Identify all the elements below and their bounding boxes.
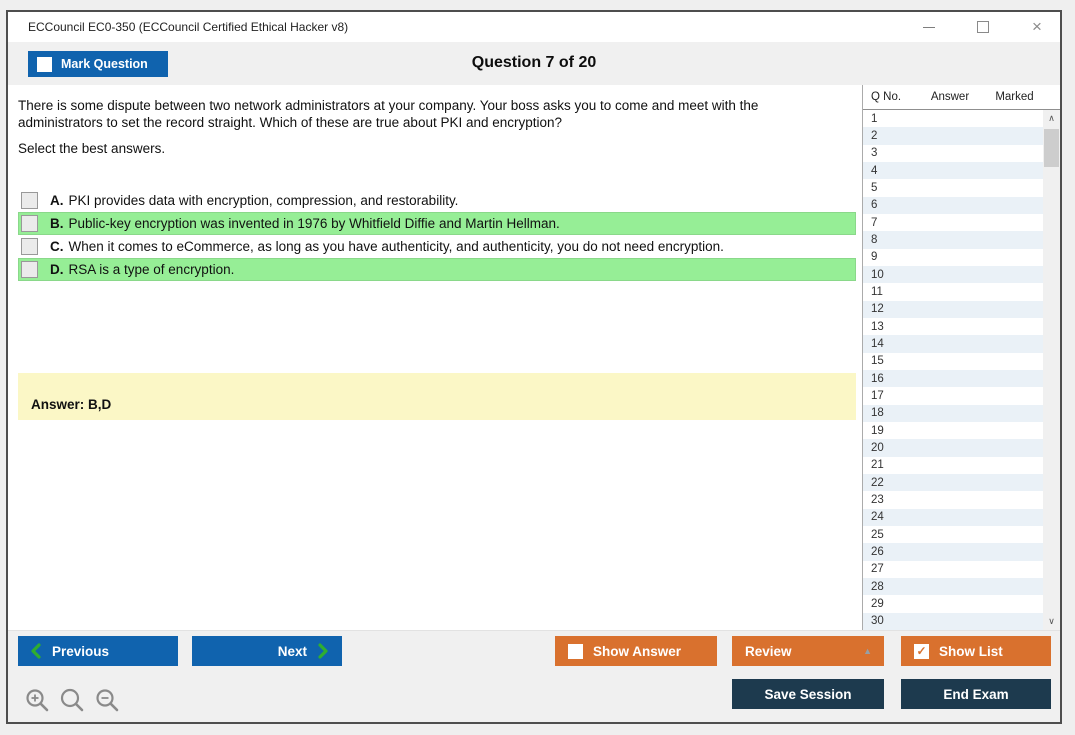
question-list-scrollbar[interactable] bbox=[1043, 110, 1060, 630]
option-a[interactable] bbox=[18, 189, 856, 212]
question-list-row[interactable]: 15 bbox=[871, 355, 884, 368]
option-text: PKI provides data with encryption, compression, and restorability. bbox=[68, 193, 459, 208]
question-list-row[interactable]: 27 bbox=[871, 563, 884, 576]
question-list-row[interactable]: 7 bbox=[871, 216, 878, 229]
option-letter: B. bbox=[50, 216, 64, 231]
question-list-row[interactable]: 18 bbox=[863, 405, 1043, 422]
option-b-checkbox[interactable] bbox=[21, 215, 38, 232]
end-exam-button[interactable] bbox=[901, 679, 1051, 709]
question-list-row[interactable]: 22 bbox=[863, 474, 1043, 491]
scroll-down-icon[interactable]: ∨ bbox=[1048, 616, 1055, 626]
save-session-button[interactable] bbox=[732, 679, 884, 709]
option-d[interactable] bbox=[18, 258, 856, 281]
dropdown-arrow-icon: ▲ bbox=[863, 646, 872, 656]
question-list-row[interactable]: 19 bbox=[871, 424, 884, 437]
review-label: Review bbox=[745, 643, 792, 659]
show-answer-button[interactable] bbox=[555, 636, 717, 666]
question-list-row[interactable]: 30 bbox=[863, 613, 1043, 630]
window-controls bbox=[922, 12, 1044, 42]
next-label: Next bbox=[277, 643, 307, 659]
show-list-checkbox[interactable]: ✓ bbox=[914, 644, 929, 659]
question-list-body bbox=[863, 110, 1060, 630]
question-list-row[interactable]: 17 bbox=[871, 389, 884, 402]
show-answer-checkbox[interactable] bbox=[568, 644, 583, 659]
footer-bar bbox=[8, 630, 1060, 722]
question-text: There is some dispute between two network administrators at your company. Your boss asks you to come and meet with the administrators to set the record straight. Which of these are true about PKI and encryption? bbox=[18, 98, 759, 130]
zoom-out-icon[interactable] bbox=[94, 687, 121, 714]
end-exam-label: End Exam bbox=[943, 686, 1009, 702]
column-header-answer: Answer bbox=[930, 91, 970, 103]
option-letter: A. bbox=[50, 193, 64, 208]
question-counter: Question 7 of 20 bbox=[471, 54, 597, 71]
scroll-up-icon[interactable]: ∧ bbox=[1048, 113, 1055, 123]
question-list-row[interactable]: 21 bbox=[871, 459, 884, 472]
question-list-header bbox=[863, 85, 1060, 110]
question-list-row[interactable]: 3 bbox=[871, 147, 878, 160]
question-list-row[interactable]: 5 bbox=[871, 181, 878, 194]
zoom-reset-icon[interactable] bbox=[59, 687, 86, 714]
option-d-checkbox[interactable] bbox=[21, 261, 38, 278]
column-header-qno: Q No. bbox=[871, 91, 902, 103]
question-list-row[interactable]: 26 bbox=[863, 543, 1043, 560]
option-letter: D. bbox=[50, 262, 64, 277]
options-list bbox=[18, 189, 856, 281]
zoom-in-icon[interactable] bbox=[24, 687, 51, 714]
minimize-icon[interactable] bbox=[922, 20, 936, 34]
app-window bbox=[6, 10, 1062, 724]
option-text: RSA is a type of encryption. bbox=[68, 262, 235, 277]
column-header-marked: Marked bbox=[995, 91, 1034, 103]
question-list-row[interactable]: 2 bbox=[863, 127, 1043, 144]
content-area bbox=[8, 85, 1060, 630]
previous-button[interactable] bbox=[18, 636, 178, 666]
option-a-checkbox[interactable] bbox=[21, 192, 38, 209]
option-c[interactable] bbox=[18, 235, 856, 258]
option-letter: C. bbox=[50, 239, 64, 254]
chevron-left-icon bbox=[30, 643, 41, 659]
title-bar bbox=[8, 12, 1060, 42]
chevron-right-icon bbox=[318, 643, 329, 659]
question-list-row[interactable]: 10 bbox=[863, 266, 1043, 283]
show-list-button[interactable] bbox=[901, 636, 1051, 666]
header-strip bbox=[8, 42, 1060, 85]
option-text: Public-key encryption was invented in 1976 by Whitfield Diffie and Martin Hellman. bbox=[68, 216, 560, 231]
question-list-row[interactable]: 1 bbox=[871, 112, 878, 125]
answer-box bbox=[18, 373, 856, 420]
question-list-row[interactable]: 28 bbox=[863, 578, 1043, 595]
maximize-icon[interactable] bbox=[976, 20, 990, 34]
next-button[interactable] bbox=[192, 636, 342, 666]
question-panel bbox=[8, 85, 862, 630]
scrollbar-thumb[interactable] bbox=[1044, 129, 1059, 167]
option-text: When it comes to eCommerce, as long as you have authenticity, and authenticity, you do not need encryption. bbox=[68, 239, 724, 254]
question-list-row[interactable]: 4 bbox=[863, 162, 1043, 179]
save-session-label: Save Session bbox=[764, 686, 852, 702]
question-list-row[interactable]: 9 bbox=[871, 251, 878, 264]
question-list-row[interactable]: 8 bbox=[863, 231, 1043, 248]
show-answer-label: Show Answer bbox=[593, 643, 682, 659]
window-title: ECCouncil EC0-350 (ECCouncil Certified Ethical Hacker v8) bbox=[28, 20, 349, 34]
question-instruction: Select the best answers. bbox=[18, 141, 166, 156]
answer-label: Answer: B,D bbox=[31, 397, 112, 412]
question-list-row[interactable]: 29 bbox=[871, 597, 884, 610]
question-list-row[interactable]: 12 bbox=[863, 301, 1043, 318]
question-list-rows bbox=[863, 110, 1043, 630]
question-list-row[interactable]: 11 bbox=[871, 285, 883, 298]
zoom-tools bbox=[24, 687, 121, 714]
option-b[interactable] bbox=[18, 212, 856, 235]
review-button[interactable] bbox=[732, 636, 884, 666]
show-list-label: Show List bbox=[939, 643, 1003, 659]
question-list-row[interactable]: 23 bbox=[871, 493, 884, 506]
question-list-row[interactable]: 16 bbox=[863, 370, 1043, 387]
question-list-panel bbox=[862, 85, 1060, 630]
mark-question-label: Mark Question bbox=[61, 57, 148, 71]
question-list-row[interactable]: 25 bbox=[871, 528, 884, 541]
option-c-checkbox[interactable] bbox=[21, 238, 38, 255]
previous-label: Previous bbox=[52, 643, 110, 659]
question-list-row[interactable]: 6 bbox=[863, 197, 1043, 214]
close-icon[interactable]: × bbox=[1032, 17, 1042, 36]
question-list-row[interactable]: 14 bbox=[863, 335, 1043, 352]
question-list-row[interactable]: 13 bbox=[871, 320, 884, 333]
question-list-row[interactable]: 24 bbox=[863, 509, 1043, 526]
question-list-row[interactable]: 20 bbox=[863, 439, 1043, 456]
